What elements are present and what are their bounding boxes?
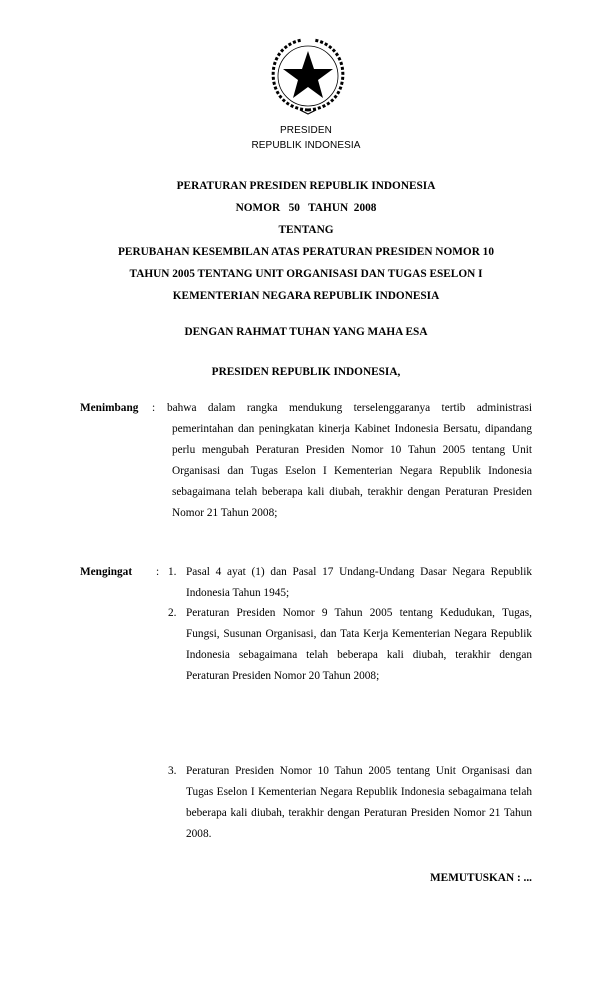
mengingat-item-2-text: Peraturan Presiden Nomor 9 Tahun 2005 tentang Kedudukan, Tugas, Fungsi, Susunan Organisasi, dan Tata Kerja Kementerian Negara Republik Indonesia sebagaimana telah beberapa kali diubah, terakhir dengan Peraturan Presiden Nomor 20 Tahun 2008; [186,607,532,682]
title-line-6: KEMENTERIAN NEGARA REPUBLIK INDONESIA [172,290,440,302]
mengingat-item-3-number: 3. [168,765,177,777]
title-line-2: NOMOR 50 TAHUN 2008 [235,202,377,214]
presidential-seal-icon [266,36,350,116]
title-line-1: PERATURAN PRESIDEN REPUBLIK INDONESIA [176,180,436,192]
continuation-marker: MEMUTUSKAN : ... [430,872,532,884]
letterhead-line-1: PRESIDEN [280,125,332,136]
mengingat-label: Mengingat [80,566,133,578]
preamble-grace: DENGAN RAHMAT TUHAN YANG MAHA ESA [184,326,428,338]
mengingat-item-2-number: 2. [168,607,177,619]
preamble-president: PRESIDEN REPUBLIK INDONESIA, [211,366,401,378]
title-line-5: TAHUN 2005 TENTANG UNIT ORGANISASI DAN TUGAS ESELON I [129,268,483,280]
mengingat-item-1-number: 1. [168,566,177,578]
title-line-4: PERUBAHAN KESEMBILAN ATAS PERATURAN PRESIDEN NOMOR 10 [118,246,494,258]
letterhead-line-2: REPUBLIK INDONESIA [251,140,361,151]
mengingat-colon: : [156,566,160,578]
menimbang-text: bahwa dalam rangka mendukung terselenggaranya tertib administrasi pemerintahan dan peningkatan kinerja Kabinet Indonesia Bersatu, dipandang perlu mengubah Peraturan Presiden Nomor 10 Tahun 2005 tentang Unit Organisasi dan Tugas Eselon I Kementerian Negara Republik Indonesia sebagaimana telah beberapa kali diubah, terakhir dengan Peraturan Presiden Nomor 21 Tahun 2008; [167,402,532,519]
menimbang-colon: : [152,402,156,414]
mengingat-item-1-text: Pasal 4 ayat (1) dan Pasal 17 Undang-Undang Dasar Negara Republik Indonesia Tahun 1945; [186,566,532,599]
title-line-3: TENTANG [278,224,334,236]
mengingat-item-3-text: Peraturan Presiden Nomor 10 Tahun 2005 tentang Unit Organisasi dan Tugas Eselon I Kementerian Negara Republik Indonesia sebagaimana telah beberapa kali diubah, terakhir dengan Peraturan Presiden Nomor 21 Tahun 2008. [186,765,532,840]
menimbang-label: Menimbang [80,402,139,414]
